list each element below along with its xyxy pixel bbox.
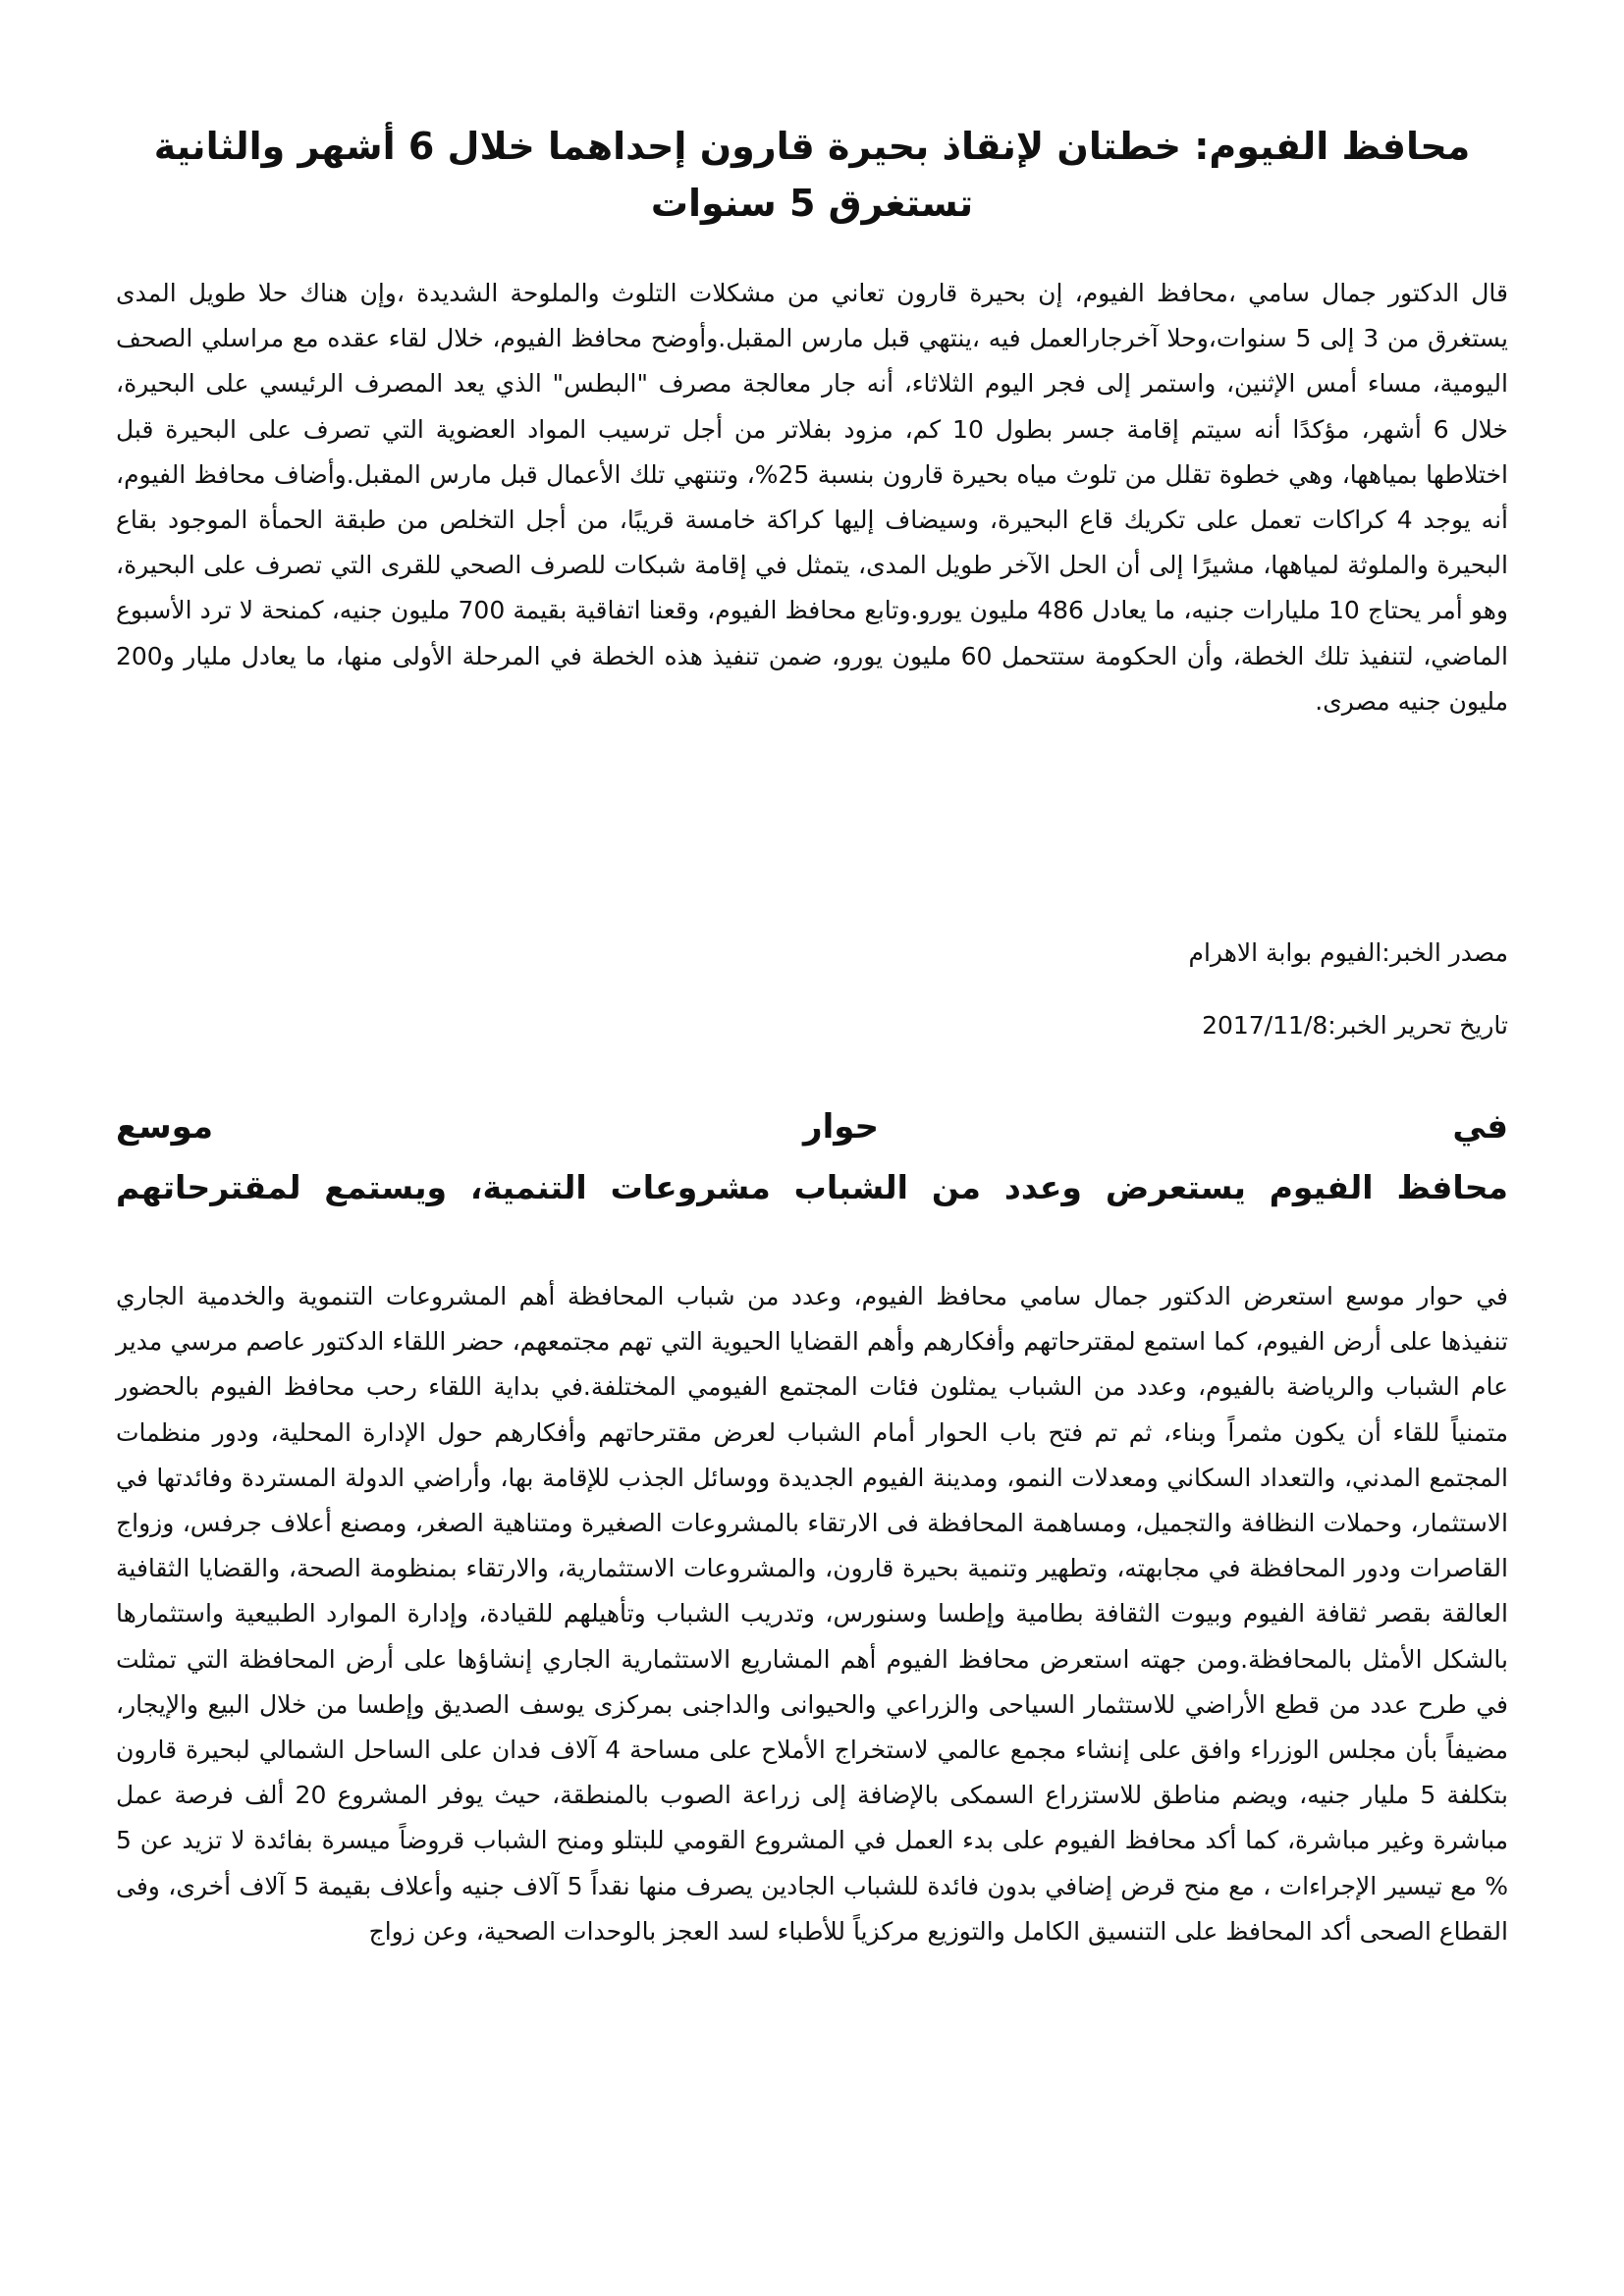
article-2-title: محافظ الفيوم يستعرض وعدد من الشباب مشروعات التنمية، ويستمع لمقترحاتهم xyxy=(116,1168,1508,1206)
heading-word-fi: في xyxy=(1452,1107,1508,1147)
article-2-heading-line xyxy=(116,1107,1508,1156)
article-1-title: محافظ الفيوم: خطتان لإنقاذ بحيرة قارون إحداهما خلال 6 أشهر والثانية تستغرق 5 سنوات xyxy=(153,125,1471,225)
article-1-body: قال الدكتور جمال سامي ،محافظ الفيوم، إن بحيرة قارون تعاني من مشكلات التلوث والملوحة الشديدة ،وإن هناك حلا طويل المدى يستغرق من 3 إلى 5 سنوات،وحلا آخرجارالعمل فيه ،ينتهي قبل مارس المقبل.وأوضح محافظ الفيوم، خلال لقاء عقده مع مراسلي الصحف اليومية، مساء أمس الإثنين، واستمر إلى فجر اليوم الثلاثاء، أنه جار معالجة مصرف "البطس" الذي يعد المصرف الرئيسي على البحيرة، خلال 6 أشهر، مؤكدًا أنه سيتم إقامة جسر بطول 10 كم، مزود بفلاتر من أجل ترسيب المواد العضوية التي تصرف على البحيرة قبل اختلاطها بمياهها، وهي خطوة تقلل من تلوث مياه بحيرة قارون بنسبة 25%، وتنتهي تلك الأعمال قبل مارس المقبل.وأضاف محافظ الفيوم، أنه يوجد 4 كراكات تعمل على تكريك قاع البحيرة، وسيضاف إليها كراكة خامسة قريبًا، من أجل التخلص من طبقة الحمأة الموجود بقاع البحيرة والملوثة لمياهها، مشيرًا إلى أن الحل الآخر طويل المدى، يتمثل في إقامة شبكات للصرف الصحي للقرى التي تصرف على البحيرة، وهو أمر يحتاج 10 مليارات جنيه، ما يعادل 486 مليون يورو.وتابع محافظ الفيوم، وقعنا اتفاقية بقيمة 700 مليون جنيه، كمنحة لا ترد الأسبوع الماضي، لتنفيذ تلك الخطة، وأن الحكومة ستتحمل 60 مليون يورو، ضمن تنفيذ هذه الخطة في المرحلة الأولى منها، ما يعادل مليار و200 مليون جنيه مصرى. xyxy=(116,279,1509,716)
heading-word-muwassa: موسع xyxy=(116,1107,214,1147)
article-2-body: في حوار موسع استعرض الدكتور جمال سامي محافظ الفيوم، وعدد من شباب المحافظة أهم المشروعات التنموية والخدمية الجاري تنفيذها على أرض الفيوم، كما استمع لمقترحاتهم وأفكارهم وأهم القضايا الحيوية التي تهم مجتمعهم، حضر اللقاء الدكتور عاصم مرسي مدير عام الشباب والرياضة بالفيوم، وعدد من الشباب يمثلون فئات المجتمع الفيومي المختلفة.في بداية اللقاء رحب محافظ الفيوم بالحضور متمنياً للقاء أن يكون مثمراً وبناء، ثم تم فتح باب الحوار أمام الشباب لعرض مقترحاتهم وأفكارهم حول الإدارة المحلية، ودور منظمات المجتمع المدني، والتعداد السكاني ومعدلات النمو، ومدينة الفيوم الجديدة ووسائل الجذب للإقامة بها، وأراضي الدولة المستردة وفائدتها في الاستثمار، وحملات النظافة والتجميل، ومساهمة المحافظة فى الارتقاء بالمشروعات الصغيرة ومتناهية الصغر، ومصنع أعلاف جرفس، وزواج القاصرات ودور المحافظة في مجابهته، وتطهير وتنمية بحيرة قارون، والمشروعات الاستثمارية، والارتقاء بمنظومة الصحة، والقضايا الثقافية العالقة بقصر ثقافة الفيوم وبيوت الثقافة بطامية وإطسا وسنورس، وتدريب الشباب وتأهيلهم للقيادة، وإدارة الموارد الطبيعية واستثمارها بالشكل الأمثل بالمحافظة.ومن جهته استعرض محافظ الفيوم أهم المشاريع الاستثمارية الجاري إنشاؤها على أرض المحافظة التي تمثلت في طرح عدد من قطع الأراضي للاستثمار السياحى والزراعي والحيوانى والداجنى بمركزى يوسف الصديق وإطسا من خلال البيع والإيجار، مضيفاً بأن مجلس الوزراء وافق على إنشاء مجمع عالمي لاستخراج الأملاح على مساحة 4 آلاف فدان على الساحل الشمالي لبحيرة قارون بتكلفة 5 مليار جنيه، ويضم مناطق للاستزراع السمكى بالإضافة إلى زراعة الصوب بالمنطقة، حيث يوفر المشروع 20 ألف فرصة عمل مباشرة وغير مباشرة، كما أكد محافظ الفيوم على بدء العمل في المشروع القومي للبتلو ومنح الشباب قروضاً ميسرة بفائدة لا تزيد عن 5 % مع تيسير الإجراءات ، مع منح قرض إضافي بدون فائدة للشباب الجادين يصرف منها نقداً 5 آلاف جنيه وأعلاف بقيمة 5 آلاف أخرى، وفى القطاع الصحى أكد المحافظ على التنسيق الكامل والتوزيع مركزياً للأطباء لسد العجز بالوحدات الصحية، وعن زواج xyxy=(116,1282,1508,1946)
news-source: مصدر الخبر:الفيوم بوابة الاهرام xyxy=(1188,938,1508,967)
heading-word-hiwar: حوار xyxy=(803,1107,880,1147)
news-date: تاريخ تحرير الخبر:2017/11/8 xyxy=(1202,1011,1508,1040)
